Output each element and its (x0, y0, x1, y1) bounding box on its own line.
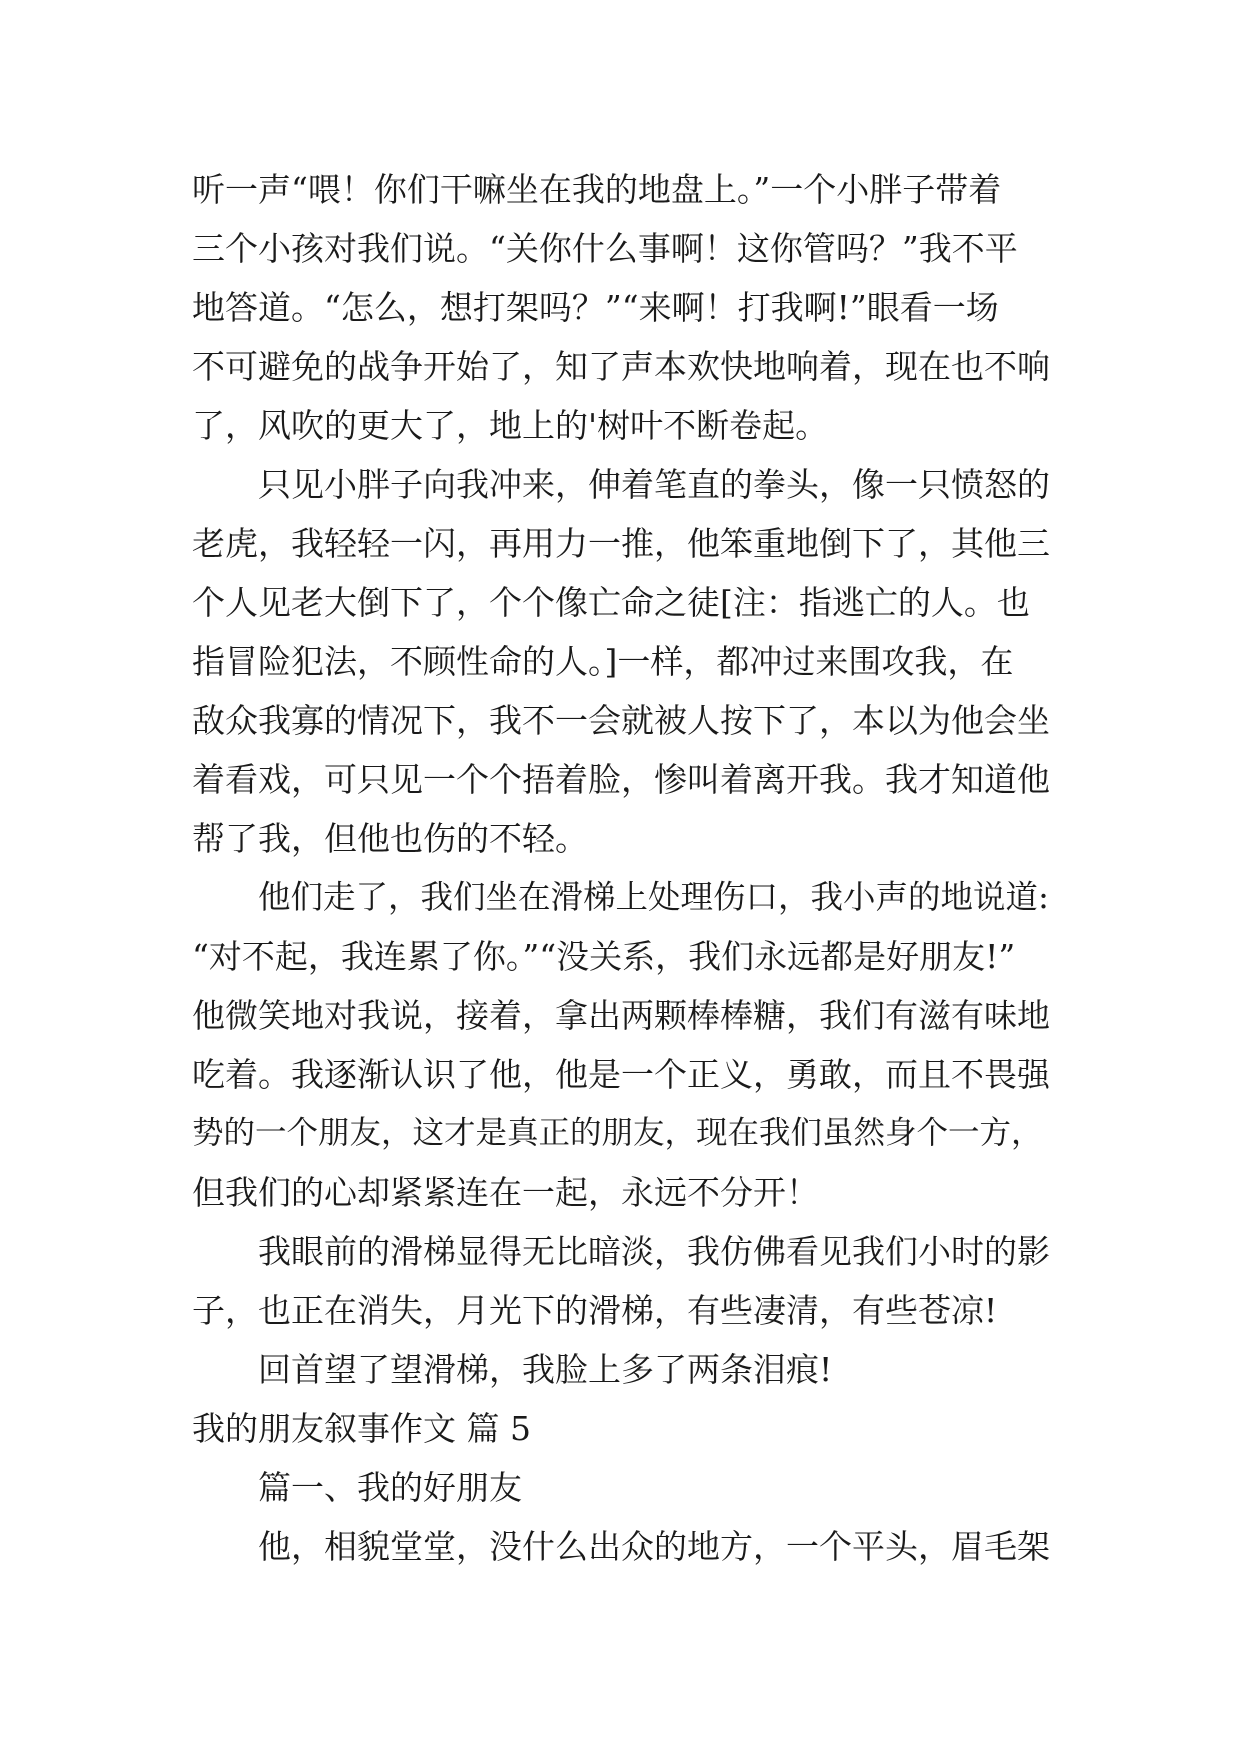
text-line: 三个小孩对我们说。“关你什么事啊！这你管吗？”我不平 (192, 229, 1018, 268)
paragraph-first-line: 他，相貌堂堂，没什么出众的地方，一个平头，眉毛架 (258, 1527, 1050, 1566)
paragraph-first-line: 回首望了望滑梯，我脸上多了两条泪痕! (258, 1350, 833, 1389)
document-body (192, 160, 1052, 1576)
text-line: 敌众我寡的情况下，我不一会就被人按下了，本以为他会坐 (192, 701, 1050, 740)
text-line: 吃着。我逐渐认识了他，他是一个正义，勇敢，而且不畏强 (192, 1055, 1050, 1094)
paragraph-first-line: 他们走了，我们坐在滑梯上处理伤口，我小声的地说道: (258, 878, 1049, 916)
text-line: 老虎，我轻轻一闪，再用力一推，他笨重地倒下了，其他三 (192, 524, 1050, 563)
subsection-heading: 篇一、我的好朋友 (258, 1468, 522, 1507)
text-line: 子，也正在消失，月光下的滑梯，有些凄清，有些苍凉! (192, 1291, 998, 1330)
text-line: 帮了我，但他也伤的不轻。 (192, 819, 588, 858)
text-line: 指冒险犯法，不顾性命的人。]一样，都冲过来围攻我，在 (192, 642, 1014, 681)
text-line: 个人见老大倒下了，个个像亡命之徒[注：指逃亡的人。也 (192, 583, 1030, 622)
text-line: 听一声“喂！你们干嘛坐在我的地盘上。”一个小胖子带着 (192, 170, 1002, 209)
paragraph-first-line: 我眼前的滑梯显得无比暗淡，我仿佛看见我们小时的影 (258, 1232, 1050, 1271)
text-line: 他微笑地对我说，接着，拿出两颗棒棒糖，我们有滋有味地 (192, 996, 1050, 1035)
paragraph-first-line: 只见小胖子向我冲来，伸着笔直的拳头，像一只愤怒的 (258, 465, 1050, 504)
text-line: 但我们的心却紧紧连在一起，永远不分开！ (192, 1173, 819, 1212)
text-line: 着看戏，可只见一个个捂着脸，惨叫着离开我。我才知道他 (192, 760, 1050, 799)
text-line: 了，风吹的更大了，地上的'树叶不断卷起。 (192, 406, 829, 445)
text-line: 地答道。“怎么，想打架吗？”“来啊！打我啊!”眼看一场 (192, 288, 999, 327)
text-line: 不可避免的战争开始了，知了声本欢快地响着，现在也不响 (192, 347, 1050, 386)
text-line: “对不起，我连累了你。”“没关系，我们永远都是好朋友!” (192, 937, 1016, 976)
section-heading: 我的朋友叙事作文 篇 5 (192, 1409, 531, 1448)
text-line: 势的一个朋友，这才是真正的朋友，现在我们虽然身个一方， (192, 1115, 1043, 1151)
